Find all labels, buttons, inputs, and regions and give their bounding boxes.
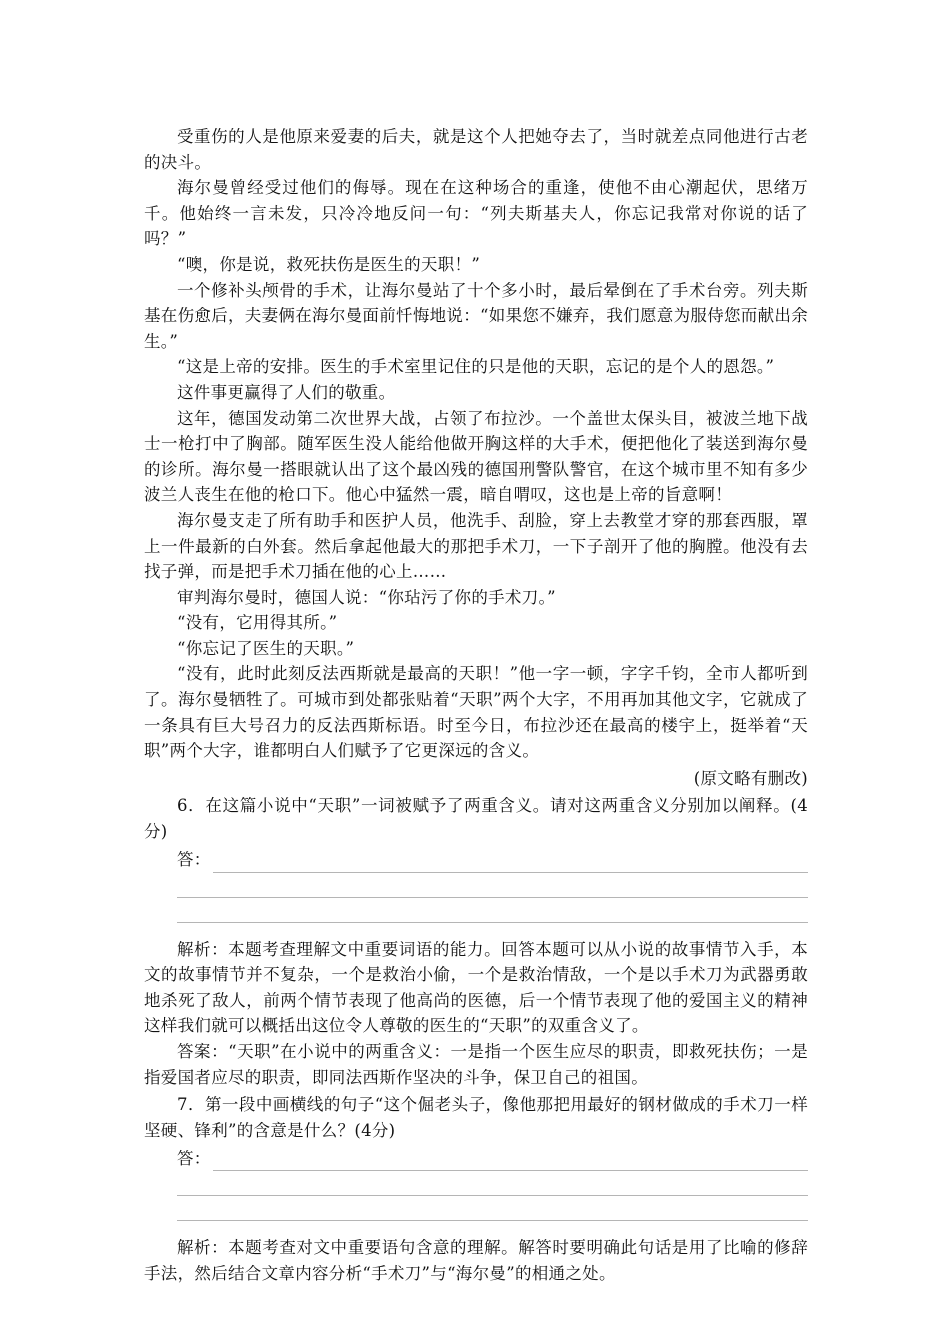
story-text [144,124,808,791]
story-paragraph: 审判海尔曼时，德国人说：“你玷污了你的手术刀。” [177,587,556,607]
source-note: (原文略有删改) [693,768,808,788]
story-paragraph: 受重伤的人是他原来爱妻的后夫，就是这个人把她夺去了，当时就差点同他进行古老的决斗。 [144,127,808,172]
story-paragraph: “没有，此时此刻反法西斯就是最高的天职！”他一字一顿，字字千钧，全市人都听到了。海尔曼牺牲了。可城市到处都张贴着“天职”两个大字，不用再加其他文字，它就成了一条具有巨大号召力的反法西斯标语。时至今日，布拉沙还在最高的楼宇上，挺举着“天职”两个大字，谁都明白人们赋予了它更深远的含义。 [144,664,808,761]
question-6-text: 6．在这篇小说中“天职”一词被赋予了两重含义。请对这两重含义分别加以阐释。(4分) [144,796,808,842]
story-paragraph: 一个修补头颅骨的手术，让海尔曼站了十个多小时，最后晕倒在了手术台旁。列夫斯基在伤愈后，夫妻俩在海尔曼面前忏悔地说：“如果您不嫌弃，我们愿意为服侍您而献出余生。” [144,280,808,351]
page-content [144,124,808,1287]
story-paragraph: “没有，它用得其所。” [177,613,338,633]
answer-6-first-line [144,849,808,873]
story-paragraph: 这件事更赢得了人们的敬重。 [177,382,396,402]
answer-6-line-3[interactable] [177,898,808,923]
story-paragraph: 这年，德国发动第二次世界大战，占领了布拉沙。一个盖世太保头目，被波兰地下战士一枪打中了胸部。随军医生没人能给他做开胸这样的大手术，便把他化了装送到海尔曼的诊所。海尔曼一搭眼就认出了这个最凶残的德国刑警队警官，在这个城市里不知有多少波兰人丧生在他的枪口下。他心中猛然一震，暗自喟叹，这也是上帝的旨意啊！ [144,408,808,505]
analysis-6: 解析：本题考查理解文中重要词语的能力。回答本题可以从小说的故事情节入手，本文的故事情节并不复杂，一个是救治小偷，一个是救治情敌，一个是以手术刀为武器勇敢地杀死了敌人，前两个情节表现了他高尚的医德，后一个情节表现了他的爱国主义的精神这样我们就可以概括出这位令人尊敬的医生的“天职”的双重含义了。 [144,939,808,1036]
story-paragraph: “你忘记了医生的天职。” [177,638,355,658]
story-paragraph: “噢，你是说，救死扶伤是医生的天职！” [177,254,481,274]
question-7-text: 7．第一段中画横线的句子“这个倔老头子，像他那把用最好的钢材做成的手术刀一样坚硬、锋利”的含意是什么？(4分) [144,1095,808,1140]
question-7 [144,1092,808,1286]
answer-7-area [144,1147,808,1221]
answer-6-line-2[interactable] [177,873,808,898]
answer-6-area [144,849,808,923]
answer-7-line-2[interactable] [177,1171,808,1196]
answer-6-line-1[interactable] [213,854,808,873]
story-paragraph: 海尔曼曾经受过他们的侮辱。现在在这种场合的重逢，使他不由心潮起伏，思绪万千。他始终一言未发，只冷冷地反问一句：“列夫斯基夫人，你忘记我常对你说的话了吗？” [144,178,808,249]
answer-7-first-line [144,1147,808,1171]
question-6 [144,793,808,1090]
answer-6-label: 答： [177,850,211,870]
answer-7-label: 答： [177,1148,211,1168]
answer-6-key: 答案：“天职”在小说中的两重含义：一是指一个医生应尽的职责，即救死扶伤；一是指爱国者应尽的职责，即同法西斯作坚决的斗争，保卫自己的祖国。 [144,1042,808,1087]
story-paragraph: 海尔曼支走了所有助手和医护人员，他洗手、刮脸，穿上去教堂才穿的那套西服，罩上一件最新的白外套。然后拿起他最大的那把手术刀，一下子剖开了他的胸膛。他没有去找子弹，而是把手术刀插在他的心上…… [144,510,808,582]
answer-7-line-1[interactable] [213,1152,808,1171]
analysis-7: 解析：本题考查对文中重要语句含意的理解。解答时要明确此句话是用了比喻的修辞手法，然后结合文章内容分析“手术刀”与“海尔曼”的相通之处。 [144,1238,808,1283]
story-paragraph: “这是上帝的安排。医生的手术室里记住的只是他的天职，忘记的是个人的恩怨。” [177,357,775,377]
answer-7-line-3[interactable] [177,1196,808,1221]
